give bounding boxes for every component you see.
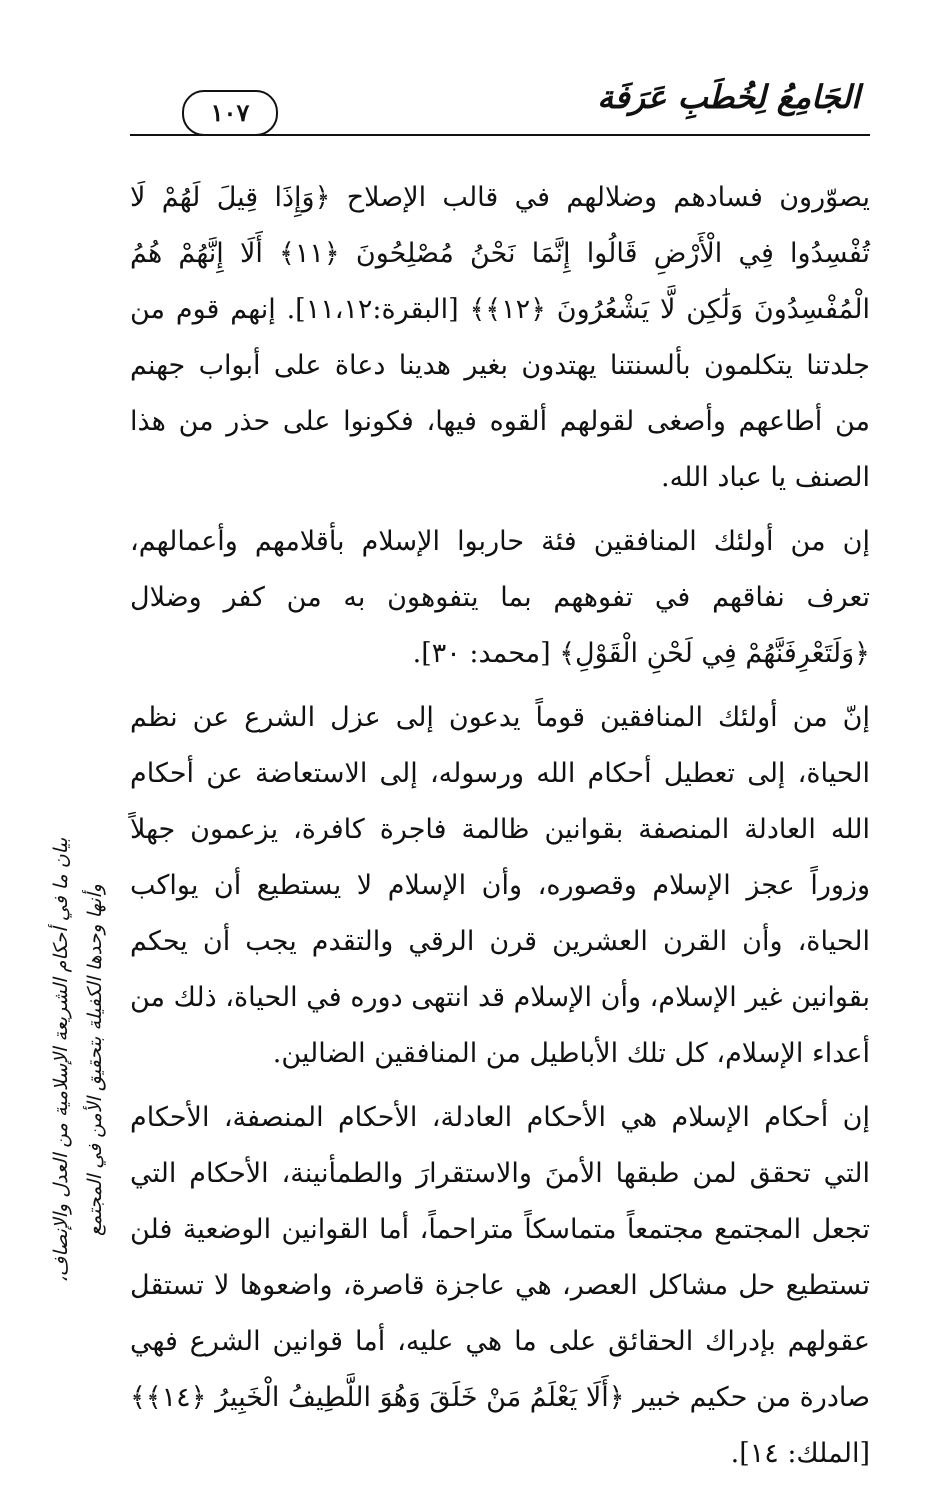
margin-note <box>40 820 115 1300</box>
paragraph: إنّ من أولئك المنافقين قوماً يدعون إلى عزل الشرع عن نظم الحياة، إلى تعطيل أحكام الله ورسوله، إلى الاستعاضة عن أحكام الله العادلة المنصفة بقوانين ظالمة فاجرة كافرة، يزعمون جهلاً وزوراً عجز الإسلام وقصوره، وأن الإسلام لا يستطيع أن يواكب الحياة، وأن القرن العشرين قرن الرقي والتقدم يجب أن يحكم بقوانين غير الإسلام، وأن الإسلام قد انتهى دوره في الحياة، ذلك من أعداء الإسلام، كل تلك الأباطيل من المنافقين الضالين. <box>130 702 870 1069</box>
header-rule <box>130 134 870 136</box>
paragraph: إن أحكام الإسلام هي الأحكام العادلة، الأحكام المنصفة، الأحكام التي تحقق لمن طبقها الأمنَ والاستقرارَ والطمأنينة، الأحكام التي تجعل المجتمع مجتمعاً متماسكاً متراحماً، أما القوانين الوضعية فلن تستطيع حل مشاكل العصر، هي عاجزة قاصرة، واضعوها لا تستقل عقولهم بإدراك الحقائق على ما هي عليه، أما قوانين الشرع فهي صادرة من حكيم خبير ﴿أَلَا يَعْلَمُ مَنْ خَلَقَ وَهُوَ اللَّطِيفُ الْخَبِيرُ ﴿١٤﴾﴾ [الملك: ١٤]. <box>130 1102 870 1469</box>
paragraph: إن من أولئك المنافقين فئة حاربوا الإسلام بأقلامهم وأعمالهم، تعرف نفاقهم في تفوههم بما يتفوهون به من كفر وضلال ﴿وَلَتَعْرِفَنَّهُمْ فِي لَحْنِ الْقَوْلِ﴾ [محمد: ٣٠]. <box>130 526 870 669</box>
paragraph: يصوّرون فسادهم وضلالهم في قالب الإصلاح ﴿وَإِذَا قِيلَ لَهُمْ لَا تُفْسِدُوا فِي الْأَرْضِ قَالُوا إِنَّمَا نَحْنُ مُصْلِحُونَ ﴿١١﴾ أَلَا إِنَّهُمْ هُمُ الْمُفْسِدُونَ وَلَٰكِن لَّا يَشْعُرُونَ ﴿١٢﴾﴾ [البقرة:١١،١٢]. إنهم قوم من جلدتنا يتكلمون بألسنتنا يهتدون بغير هدينا دعاة على أبواب جهنم من أطاعهم وأصغى لقولهم ألقوه فيها، فكونوا على حذر من هذا الصنف يا عباد الله. <box>130 182 870 493</box>
page-number: ١٠٧ <box>182 90 278 136</box>
body-text <box>130 170 870 1490</box>
running-title: الجَامِعُ لِخُطَبِ عَرَفَة <box>597 78 860 116</box>
margin-note-text: بيان ما في أحكام الشريعة الإسلامية من العدل والإنصاف، وأنها وحدها الكفيلة بتحقيق الأمن في المجتمع <box>49 837 106 1283</box>
page-header <box>130 72 870 132</box>
